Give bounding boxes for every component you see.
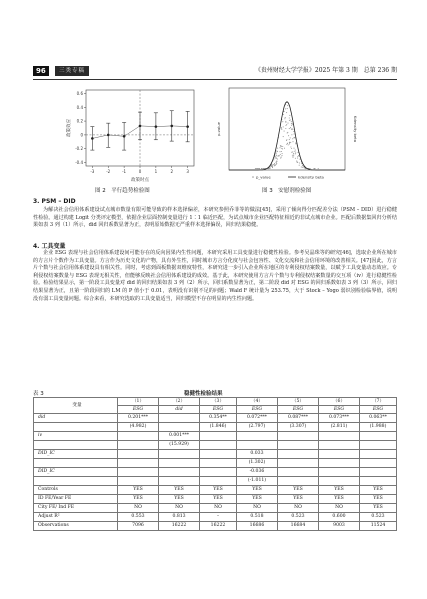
p-value-point	[276, 163, 277, 164]
p-value-point	[302, 165, 303, 166]
table-cell	[159, 468, 200, 477]
x-tick-label: 3	[186, 169, 189, 174]
table-cell	[236, 441, 277, 450]
table-row	[34, 468, 397, 477]
table-cell: (4.982)	[118, 423, 159, 432]
table-caption: 稳健性检验结果	[184, 391, 223, 397]
table-cell	[360, 477, 397, 486]
p-value-point	[284, 111, 285, 112]
table-cell	[118, 432, 159, 441]
p-value-point	[286, 144, 287, 145]
table-row	[34, 441, 397, 450]
estimate-point	[107, 134, 110, 137]
p-value-point	[259, 168, 260, 169]
p-value-point	[276, 155, 277, 156]
table-cell	[236, 432, 277, 441]
p-value-point	[279, 151, 280, 152]
table-cell: YES	[360, 486, 397, 495]
p-value-point	[295, 153, 296, 154]
p-value-point	[280, 158, 281, 159]
p-value-point	[274, 163, 275, 164]
table-cell	[277, 450, 318, 459]
table-row	[34, 504, 397, 513]
p-value-point	[298, 155, 299, 156]
section-iv-paragraph: 企业 ESG 表现与社会信用体系建设间可能存在的反向因果内生性问题，本研究采用工具变量进行稳健性检验。参考吴晶珠等的研究[46]，选取企业所在城市的方言片个数作为工具变量。方言作为历史文化的产物，具有外生性，同时城市方言分化度与社会包容性、文化交流和社会信用环境的改善相关。[47]因此，方言片个数与社会信用体系建设具有相关性。同时，考虑到面板数据双维度特性，本研究进一步引入企业所在地区的专利侵权结案数量，以赋予工具变量动态效应。专利侵权结案数量与 ESG 表现无相关性，但能够反映社会信用体系建设的成效。基于此，本研究使用方言片个数与专利侵权结案数量的交互项（iv）进行稳健性检验。检验结果显示，第一阶段工具变量对 did 的回归结果如表 3 列（2）所示，回归系数显著为正，第二阶段 did 对 ESG 的回归系数如表 3 列（3）所示，回归结果显著为正，且第一阶段回归的 LM 的 P 值小于 0.01，表明没有识别不足的问题；Wald F 统计量为 253.75，大于 Stock – Yogo 弱识别检验临界值，说明没有弱工具变量问题。综合来看，本研究选取的工具变量适当，回归模型不存在明显的内生性问题。	[33, 250, 397, 302]
table-cell: (2.811)	[318, 423, 359, 432]
p-value-point	[277, 148, 278, 149]
table-cell: 0.201***	[118, 414, 159, 423]
p-value-point	[293, 154, 294, 155]
table-cell	[118, 477, 159, 486]
p-value-point	[281, 151, 282, 152]
p-value-point	[294, 137, 295, 138]
table-row-label: iv	[34, 432, 118, 441]
p-value-point	[275, 153, 276, 154]
p-value-point	[255, 168, 256, 169]
table-row-label: Adjust R²	[34, 513, 118, 522]
p-value-point	[296, 160, 297, 161]
table-row-label	[34, 459, 118, 468]
estimate-point	[186, 125, 189, 128]
table-cell	[118, 468, 159, 477]
table-cell	[118, 459, 159, 468]
table-row-label: Observations	[34, 522, 118, 531]
table-row	[34, 414, 397, 423]
x-tick-label: -1	[122, 169, 127, 174]
y-tick-label: 0.6	[76, 90, 83, 96]
estimate-point	[155, 125, 158, 128]
figure3-caption: 图 3 安慰剂检验图	[262, 188, 312, 194]
table-cell: NO	[159, 504, 200, 513]
p-value-point	[296, 161, 297, 162]
table-label: 表 3	[33, 391, 44, 397]
p-value-point	[294, 134, 295, 135]
table-cell: 16684	[277, 522, 318, 531]
y-tick-label: 0.2	[76, 118, 83, 124]
table-cell: (3.307)	[277, 423, 318, 432]
figure2-caption: 图 2 平行趋势检验图	[95, 188, 150, 194]
plot-frame	[229, 88, 345, 170]
p-value-point	[285, 122, 286, 123]
p-value-point	[289, 142, 290, 143]
p-value-point	[282, 153, 283, 154]
table-cell: YES	[277, 486, 318, 495]
p-value-point	[288, 135, 289, 136]
p-value-point	[290, 146, 291, 147]
table-row	[34, 423, 397, 432]
table-column-number: （7）	[360, 398, 397, 406]
table-cell	[118, 450, 159, 459]
table-row-label	[34, 441, 118, 450]
p-value-point	[284, 118, 285, 119]
x-tick-label: 0	[138, 169, 142, 174]
table-cell: (15.929)	[159, 441, 200, 450]
table-cell	[277, 459, 318, 468]
y-axis-label-left: p-value	[216, 121, 221, 137]
p-value-point	[283, 126, 284, 127]
table-row-label: DID_IC	[34, 450, 118, 459]
table-dependent-variable: ESG	[360, 406, 397, 414]
p-value-point	[276, 150, 277, 151]
table-column-number: （6）	[318, 398, 359, 406]
p-value-point	[291, 125, 292, 126]
p-value-point	[286, 124, 287, 125]
table-cell	[200, 459, 237, 468]
placebo-chart	[213, 84, 361, 184]
table-row	[34, 495, 397, 504]
table-dependent-variable: did	[159, 406, 200, 414]
table-cell: 0.523	[360, 513, 397, 522]
p-value-point	[292, 155, 293, 156]
table-row	[34, 486, 397, 495]
table-column-number: （1）	[118, 398, 159, 406]
p-value-point	[292, 151, 293, 152]
table-header-row	[34, 398, 397, 406]
table-column-number: （3）	[200, 398, 237, 406]
table-cell: YES	[277, 495, 318, 504]
table-cell: 0.063**	[360, 414, 397, 423]
table-row-label: did	[34, 414, 118, 423]
p-value-point	[261, 168, 262, 169]
section-psm-title: 3. PSM – DID	[33, 198, 76, 205]
p-value-point	[278, 156, 279, 157]
p-value-point	[289, 139, 290, 140]
legend-pvalue-label: p_value	[256, 174, 271, 180]
p-value-point	[291, 148, 292, 149]
p-value-point	[289, 128, 290, 129]
p-value-point	[277, 159, 278, 160]
table-dependent-variable: ESG	[277, 406, 318, 414]
p-value-point	[292, 141, 293, 142]
p-value-point	[288, 144, 289, 145]
table-cell: 0.087***	[277, 414, 318, 423]
p-value-point	[297, 152, 298, 153]
header-rule	[33, 79, 397, 80]
section-brand: 三类专稿	[55, 66, 89, 76]
table-cell	[360, 459, 397, 468]
table-cell: YES	[318, 495, 359, 504]
table-cell: (1.988)	[360, 423, 397, 432]
p-value-point	[287, 132, 288, 133]
table-cell	[159, 450, 200, 459]
table-cell: NO	[200, 504, 237, 513]
p-value-point	[293, 131, 294, 132]
table-cell: (2.797)	[236, 423, 277, 432]
table-row-label: City FE/ Ind FE	[34, 504, 118, 513]
table-cell	[360, 432, 397, 441]
p-value-point	[294, 151, 295, 152]
p-value-point	[290, 119, 291, 120]
p-value-point	[285, 125, 286, 126]
table-cell: YES	[360, 504, 397, 513]
table-row	[34, 477, 397, 486]
x-axis-label: 政策时点	[131, 178, 149, 183]
p-value-point	[295, 152, 296, 153]
table-cell: 7096	[118, 522, 159, 531]
x-tick-label: -2	[106, 169, 111, 174]
p-value-point	[284, 131, 285, 132]
table-cell	[200, 477, 237, 486]
p-value-point	[285, 128, 286, 129]
table-cell: 16222	[200, 522, 237, 531]
table-cell: YES	[200, 486, 237, 495]
p-value-point	[279, 155, 280, 156]
p-value-point	[281, 146, 282, 147]
table-cell	[159, 477, 200, 486]
p-value-point	[275, 154, 276, 155]
table-row-label: Controls	[34, 486, 118, 495]
table-cell	[277, 468, 318, 477]
p-value-point	[292, 123, 293, 124]
table-cell: YES	[118, 486, 159, 495]
table-cell	[200, 432, 237, 441]
p-value-point	[290, 137, 291, 138]
table-header-variable: 变量	[34, 398, 118, 414]
table-row	[34, 522, 397, 531]
p-value-point	[302, 167, 303, 168]
table-cell	[360, 450, 397, 459]
p-value-point	[285, 108, 286, 109]
p-value-point	[283, 114, 284, 115]
p-value-point	[289, 117, 290, 118]
p-value-point	[272, 167, 273, 168]
table-cell	[277, 477, 318, 486]
table-cell	[118, 441, 159, 450]
table-cell: 0.072***	[236, 414, 277, 423]
p-value-point	[287, 143, 288, 144]
table-cell	[200, 441, 237, 450]
table-cell	[360, 468, 397, 477]
table-cell: YES	[200, 495, 237, 504]
p-value-point	[273, 159, 274, 160]
table-cell: 0.600	[318, 513, 359, 522]
p-value-point	[287, 108, 288, 109]
p-value-point	[287, 105, 288, 106]
table-row	[34, 459, 397, 468]
table-cell	[277, 432, 318, 441]
p-value-point	[271, 165, 272, 166]
p-value-point	[299, 159, 300, 160]
p-value-point	[286, 112, 287, 113]
p-value-point	[297, 158, 298, 159]
p-value-point	[297, 156, 298, 157]
table-cell: 0.518	[236, 513, 277, 522]
table-row-label: DID_IC	[34, 468, 118, 477]
p-value-point	[293, 155, 294, 156]
legend-kdensity-label: kdensity beta	[298, 174, 324, 180]
table-cell: 0.813	[159, 513, 200, 522]
p-value-point	[295, 150, 296, 151]
x-tick-label: 1	[154, 169, 158, 174]
table-cell: NO	[118, 504, 159, 513]
table-row	[34, 513, 397, 522]
table-cell	[159, 423, 200, 432]
table-cell: 16686	[236, 522, 277, 531]
page-number: 96	[33, 66, 49, 76]
table-cell	[318, 459, 359, 468]
table-cell: 16222	[159, 522, 200, 531]
estimate-point	[139, 125, 142, 128]
x-tick-label: -3	[90, 169, 95, 174]
table-cell	[159, 414, 200, 423]
p-value-point	[287, 123, 288, 124]
p-value-point	[299, 165, 300, 166]
table-cell	[200, 468, 237, 477]
p-value-point	[290, 127, 291, 128]
table-cell	[318, 477, 359, 486]
p-value-point	[318, 168, 319, 169]
legend-pvalue-marker	[252, 176, 254, 178]
p-value-point	[281, 129, 282, 130]
p-value-point	[305, 168, 306, 169]
table-column-number: （4）	[236, 398, 277, 406]
p-value-point	[281, 128, 282, 129]
table-cell	[318, 450, 359, 459]
p-value-point	[280, 145, 281, 146]
p-value-point	[301, 166, 302, 167]
table-cell: NO	[318, 504, 359, 513]
table-dependent-variable: ESG	[200, 406, 237, 414]
x-tick-label: 2	[170, 169, 174, 174]
y-tick-label: 0	[80, 132, 83, 138]
p-value-point	[256, 168, 257, 169]
p-value-point	[282, 146, 283, 147]
table-dependent-variable: ESG	[236, 406, 277, 414]
p-value-point	[295, 158, 296, 159]
table-cell: YES	[159, 495, 200, 504]
p-value-point	[281, 155, 282, 156]
p-value-point	[270, 167, 271, 168]
table-cell: YES	[159, 486, 200, 495]
p-value-point	[292, 138, 293, 139]
p-value-point	[293, 153, 294, 154]
p-value-point	[275, 165, 276, 166]
y-axis-label-right: Kdensity beta	[353, 115, 358, 143]
p-value-point	[289, 143, 290, 144]
table-cell: NO	[277, 504, 318, 513]
table-row-label: ID FE/Year FE	[34, 495, 118, 504]
p-value-point	[291, 152, 292, 153]
p-value-point	[280, 154, 281, 155]
p-value-point	[291, 134, 292, 135]
p-value-point	[286, 139, 287, 140]
table-row	[34, 432, 397, 441]
table-cell: 9003	[318, 522, 359, 531]
p-value-point	[273, 164, 274, 165]
p-value-point	[276, 161, 277, 162]
table-cell: -0.036	[236, 468, 277, 477]
placebo-figure	[213, 84, 361, 184]
p-value-point	[281, 157, 282, 158]
p-value-point	[285, 117, 286, 118]
p-value-point	[293, 148, 294, 149]
y-axis-label: 政策效应	[67, 119, 72, 137]
section-iv-title: 4. 工具变量	[33, 243, 66, 250]
table-cell: NO	[236, 504, 277, 513]
journal-title: 《贵州财经大学学报》2025 年第 3 期 总第 236 期	[254, 67, 397, 74]
table-dependent-variable: ESG	[118, 406, 159, 414]
p-value-point	[292, 157, 293, 158]
table-cell	[277, 441, 318, 450]
table-cell: 11524	[360, 522, 397, 531]
table-row-label	[34, 423, 118, 432]
parallel-trend-figure	[62, 84, 202, 184]
table-cell: (1.302)	[236, 459, 277, 468]
p-value-point	[314, 168, 315, 169]
table-column-number: （5）	[277, 398, 318, 406]
p-value-point	[289, 115, 290, 116]
y-tick-label: 0.4	[76, 104, 83, 110]
table-cell: 0.033	[236, 450, 277, 459]
y-tick-label: -0.4	[75, 160, 83, 166]
table-row	[34, 450, 397, 459]
y-tick-label: -0.2	[75, 146, 83, 152]
p-value-point	[282, 121, 283, 122]
p-value-point	[292, 128, 293, 129]
p-value-point	[276, 162, 277, 163]
p-value-point	[299, 162, 300, 163]
p-value-point	[282, 148, 283, 149]
p-value-point	[284, 148, 285, 149]
section-psm-paragraph: 为解决社会信用体系建设试点城市数量有限可能导致的样本选择偏差，本研究参照乔菲等的做法[45]，采用了倾向得分匹配差分法（PSM – DID）进行稳健性检验。通过构建 Logit 分类评定模型，依据企业层面控制变量进行 1∶1 临近匹配，为试点城市企业匹配特征相近的非试点城市企业。匹配后数据集回归分析结果如表 3 列（1）所示，did 回归系数显著为正，表明原始数据无严重样本选择偏误，回归结果稳健。	[33, 207, 397, 229]
table-cell: –	[200, 513, 237, 522]
table-cell: (-1.011)	[236, 477, 277, 486]
page-header	[33, 66, 397, 78]
table-cell: 0.001***	[159, 432, 200, 441]
table-cell	[200, 450, 237, 459]
table-dependent-variable: ESG	[318, 406, 359, 414]
table-cell	[159, 459, 200, 468]
regression-table	[33, 397, 397, 531]
table-column-number: （2）	[159, 398, 200, 406]
table-cell: YES	[360, 495, 397, 504]
table-cell	[318, 441, 359, 450]
table-cell: YES	[236, 495, 277, 504]
table-cell: YES	[236, 486, 277, 495]
p-value-point	[279, 147, 280, 148]
table-cell: 0.073***	[318, 414, 359, 423]
table-cell: 0.553	[118, 513, 159, 522]
table-cell	[360, 441, 397, 450]
p-value-point	[275, 156, 276, 157]
p-value-point	[272, 165, 273, 166]
parallel-trend-chart	[62, 84, 202, 184]
table-cell: 0.354**	[200, 414, 237, 423]
table-cell: 0.523	[277, 513, 318, 522]
table-row-label	[34, 477, 118, 486]
table-cell	[318, 468, 359, 477]
estimate-point	[170, 125, 173, 128]
kdensity-curve	[229, 102, 345, 170]
table-cell: (1.846)	[200, 423, 237, 432]
table-cell	[318, 432, 359, 441]
p-value-point	[283, 136, 284, 137]
p-value-point	[257, 168, 258, 169]
p-value-point	[290, 142, 291, 143]
table-cell: YES	[318, 486, 359, 495]
p-value-point	[275, 158, 276, 159]
table-cell: YES	[118, 495, 159, 504]
estimate-point	[123, 135, 126, 138]
p-value-point	[291, 121, 292, 122]
estimate-point	[91, 137, 94, 140]
